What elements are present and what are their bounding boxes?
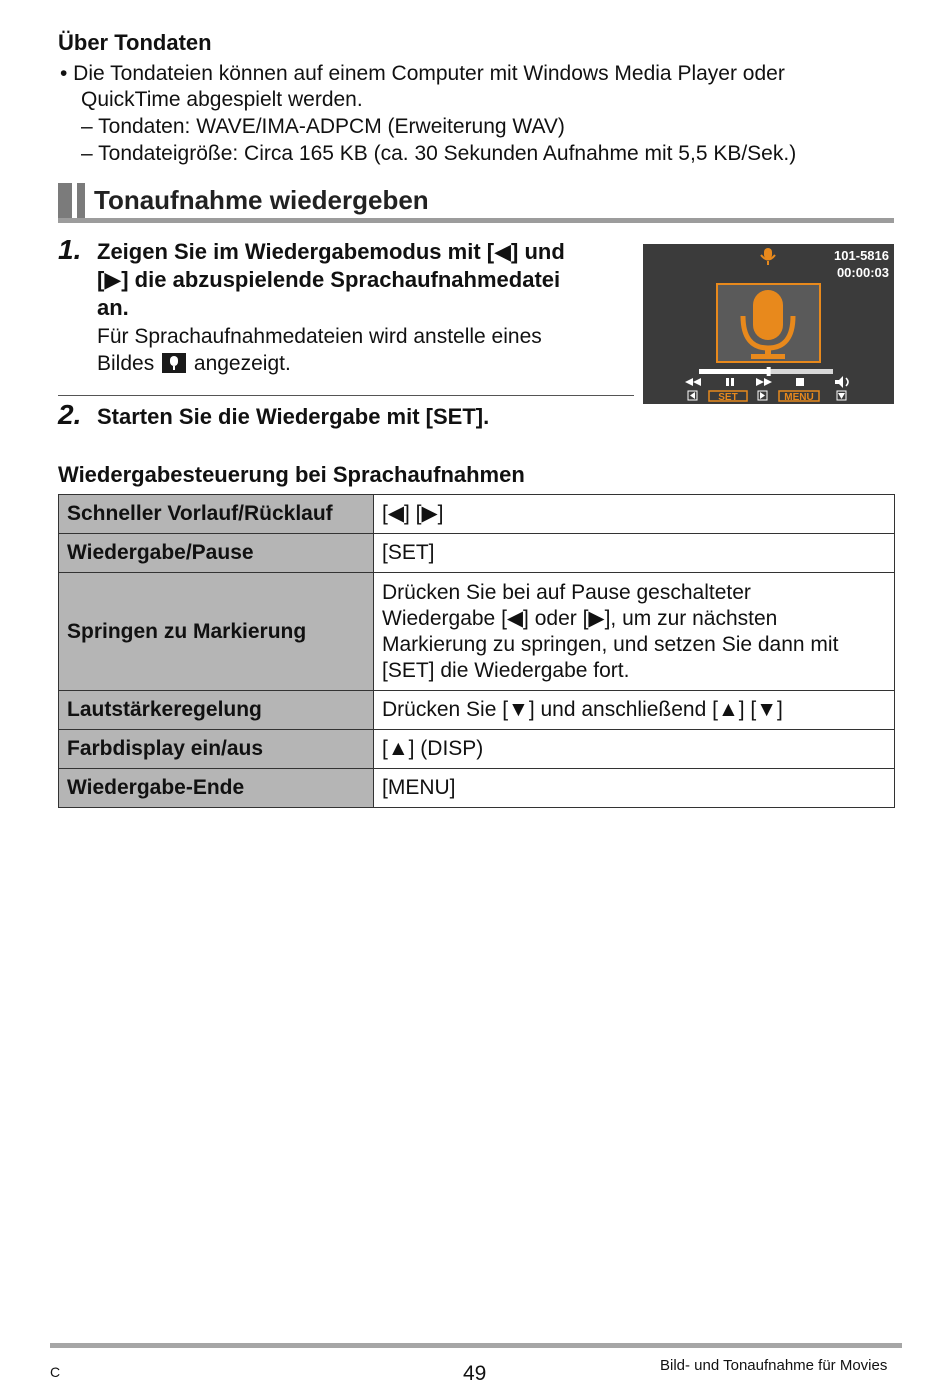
playback-controls-table [58,494,895,808]
step-1-body-2b: angezeigt. [193,352,291,375]
table-row [59,730,895,769]
menu-hint-label: MENU [784,392,814,403]
section-title: Tonaufnahme wiedergeben [94,185,429,215]
stop-icon [796,378,804,386]
step-1-line-3: an. [97,295,129,320]
table-value-line: [SET] die Wiedergabe fort. [382,658,630,682]
table-value [374,573,895,691]
step-1-body-1: Für Sprachaufnahmedateien wird anstelle eines [97,325,542,348]
table-value: [MENU] [374,769,895,808]
table-value-line: Drücken Sie bei auf Pause geschalteter [382,580,751,604]
table-value-line: Markierung zu springen, und setzen Sie dann mit [382,632,839,656]
table-row [59,534,895,573]
step-1-number: 1. [58,234,82,265]
step-1-line-2: [▶] die abzuspielende Sprachaufnahmedatei [97,267,561,292]
table-key: Wiedergabe/Pause [59,534,374,573]
pause-icon [726,378,729,386]
table-key: Farbdisplay ein/aus [59,730,374,769]
page-number: 49 [463,1362,487,1385]
camera-screen-svg [643,244,894,404]
table-value: [◀] [▶] [374,495,895,534]
section-rule [58,218,894,223]
table-key: Lautstärkeregelung [59,691,374,730]
table-value: [▲] (DISP) [374,730,895,769]
table-key: Wiedergabe-Ende [59,769,374,808]
about-bullet-line-1: • Die Tondateien können auf einem Computer mit Windows Media Player oder [60,62,785,85]
step-1-body-2 [97,350,291,377]
large-microphone-icon [717,284,820,362]
table-title: Wiedergabesteuerung bei Sprachaufnahmen [58,462,525,487]
about-bullet-line-2: QuickTime abgespielt werden. [81,88,363,111]
step-divider [58,395,634,396]
section-marker-block [77,183,85,220]
table-row [59,495,895,534]
section-marker-block [58,183,72,220]
section-header [58,183,894,224]
step-1-body-2a: Bildes [97,352,155,375]
footer-left-label: C [50,1364,61,1380]
step-2-text: Starten Sie die Wiedergabe mit [SET]. [97,404,490,429]
about-heading: Über Tondaten [58,30,212,55]
step-2-number: 2. [58,399,82,430]
table-key: Schneller Vorlauf/Rücklauf [59,495,374,534]
elapsed-time: 00:00:03 [836,265,889,280]
about-dash-1: – Tondaten: WAVE/IMA-ADPCM (Erweiterung WAV) [81,115,565,138]
table-value-line: Wiedergabe [◀] oder [▶], um zur nächsten [382,606,778,630]
table-row [59,769,895,808]
table-value: [SET] [374,534,895,573]
footer-rule [50,1343,902,1348]
step-1-line-1: Zeigen Sie im Wiedergabemodus mit [◀] und [97,239,565,264]
table-key: Springen zu Markierung [59,573,374,691]
about-dash-2: – Tondateigröße: Circa 165 KB (ca. 30 Sekunden Aufnahme mit 5,5 KB/Sek.) [81,142,797,165]
table-row [59,691,895,730]
file-number: 101-5816 [834,248,889,263]
set-hint-label: SET [718,392,738,403]
table-row [59,573,895,691]
footer-chapter-title: Bild- und Tonaufnahme für Movies [660,1357,888,1374]
camera-screen-illustration [643,244,894,404]
microphone-icon [162,353,186,373]
table-value: Drücken Sie [▼] und anschließend [▲] [▼] [374,691,895,730]
